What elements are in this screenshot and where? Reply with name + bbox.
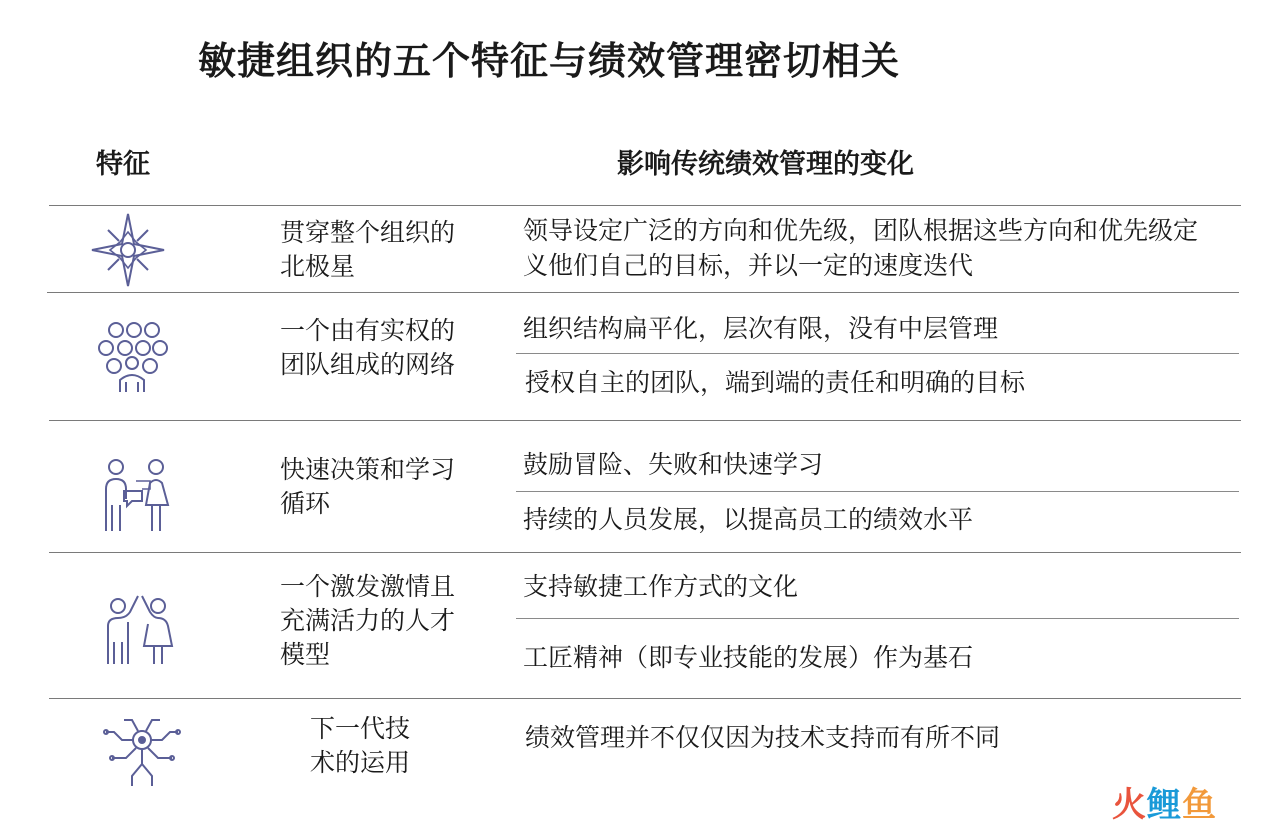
row-divider (49, 698, 1241, 699)
impact-column-header: 影响传统绩效管理的变化 (617, 149, 914, 180)
watermark-logo-part: 鲤 (1147, 785, 1182, 825)
team-network-icon (92, 316, 172, 396)
feature-text: 一个由有实权的团队组成的网络 (280, 316, 456, 379)
watermark-logo-part: 火 (1112, 785, 1147, 825)
sub-row-divider (516, 618, 1239, 619)
row-divider (47, 292, 1239, 293)
impact-text: 持续的人员发展，以提高员工的绩效水平 (523, 505, 974, 534)
impact-text: 授权自主的团队，端到端的责任和明确的目标 (525, 368, 1026, 397)
impact-text: 领导设定广泛的方向和优先级，团队根据这些方向和优先级定义他们自己的目标，并以一定的速度迭代 (523, 216, 1199, 280)
impact-text: 绩效管理并不仅仅因为技术支持而有所不同 (525, 723, 1001, 752)
feature-column-header: 特征 (96, 149, 150, 180)
row-divider (49, 420, 1241, 421)
impact-text: 工匠精神（即专业技能的发展）作为基石 (523, 643, 974, 672)
impact-text: 组织结构扁平化，层次有限，没有中层管理 (523, 314, 999, 343)
feature-text: 一个激发激情且充满活力的人才模型 (280, 572, 456, 669)
page-title: 敏捷组织的五个特征与绩效管理密切相关 (198, 39, 901, 83)
feature-text: 贯穿整个组织的北极星 (280, 218, 456, 281)
sub-row-divider (516, 353, 1239, 354)
feature-text: 下一代技术的运用 (310, 714, 411, 777)
row-divider (49, 205, 1241, 206)
feature-text: 快速决策和学习循环 (280, 455, 456, 518)
sub-row-divider (516, 491, 1239, 492)
row-divider (49, 552, 1241, 553)
watermark-logo (1112, 777, 1217, 826)
north-star-icon (88, 210, 168, 290)
impact-text: 鼓励冒险、失败和快速学习 (523, 450, 824, 479)
circuit-tech-icon (102, 710, 182, 790)
people-high-five-icon (100, 588, 180, 668)
people-discussion-icon (98, 455, 178, 535)
watermark-logo-part: 鱼 (1182, 785, 1217, 825)
impact-text: 支持敏捷工作方式的文化 (523, 572, 799, 601)
